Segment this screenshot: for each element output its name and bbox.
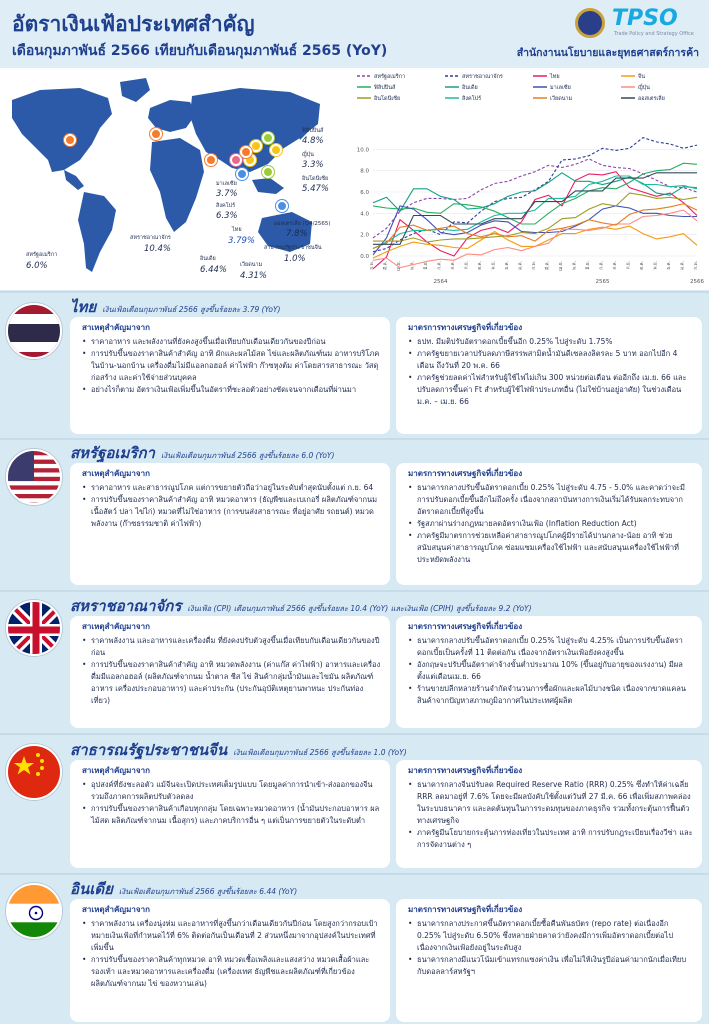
country-name: สหราชอาณาจักร — [70, 597, 182, 615]
usa-flag-icon — [6, 449, 62, 505]
x-tick-label: ก.พ. — [532, 261, 537, 270]
causes-box — [70, 463, 390, 585]
map-value-my: 3.7% — [216, 189, 238, 199]
india-flag-icon — [6, 883, 62, 939]
x-tick-label: ส.ค. — [613, 261, 618, 270]
map-label-au: ออสเตรเลีย (Q4/2565) — [274, 221, 331, 227]
map-label-th: ไทย — [232, 227, 242, 233]
x-tick-label: เม.ย. — [559, 261, 564, 272]
list-item: • ธนาคารกลางประกาศขึ้นอัตราดอกเบี้ยซื้อคืนพันธบัตร (repo rate) ต่อเนื่องอีก 0.25% ไปสู่ระดับ 6.50% ซึ่งหลายฝ่ายคาดว่ายังคงมีการเพิ่มอัตราดอกเบี้ยต่อไป เนื่องจากเงินเฟ้อยังอยู่ในระดับสูง — [408, 918, 694, 954]
x-tick-label: ก.ย. — [626, 261, 632, 270]
section-header — [70, 738, 407, 760]
list-item: • ร้านขายปลีกหลายร้านจำกัดจำนวนการซื้อผักและผลไม้บางชนิด เนื่องจากขาดแคลนสินค้าจากปัญหาสภาพภูมิอากาศในประเทศผู้ผลิต — [408, 683, 694, 707]
y-tick-label: 8.0 — [360, 168, 369, 175]
map-value-cn: 1.0% — [284, 254, 306, 264]
measures-title: มาตรการทางเศรษฐกิจที่เกี่ยวข้อง — [408, 469, 523, 478]
x-tick-label: เม.ย. — [397, 261, 402, 272]
measures-list — [396, 779, 702, 851]
causes-list — [70, 482, 390, 530]
page-subtitle: เดือนกุมภาพันธ์ 2566 เทียบกับเดือนกุมภาพันธ์ 2565 (YoY) — [12, 43, 388, 59]
map-value-id: 5.47% — [302, 184, 330, 194]
section-header — [70, 295, 280, 317]
causes-list — [70, 779, 390, 827]
australia-pin-icon[interactable] — [276, 200, 288, 212]
section-divider — [0, 438, 709, 440]
y-tick-label: 6.0 — [360, 190, 369, 196]
list-item: • ธนาคารกลางจีนปรับลด Required Reserve Ratio (RRR) 0.25% ซึ่งทำให้ค่าเฉลี่ย RRR ลดมาอยู่ที่ 7.6% โดยจะมีผลบังคับใช้ตั้งแต่วันที่ 27 มี.ค. 66 เพื่อเพิ่มสภาพคล่องในระบบธนาคาร และลดต้นทุนในการระดมทุนของภาคธุรกิจ รวมทั้งกระตุ้นการฟื้นตัวทางเศรษฐกิจ — [408, 779, 694, 827]
thailand-flag-icon — [6, 303, 62, 359]
country-inflation-summary: เงินเฟ้อเดือนกุมภาพันธ์ 2566 สูงขึ้นร้อยละ 3.79 (YoY) — [102, 305, 281, 314]
map-label-id: อินโดนีเซีย — [302, 176, 329, 182]
section-header — [70, 877, 297, 899]
indonesia-pin-icon[interactable] — [262, 166, 274, 178]
uk-flag-icon — [6, 600, 62, 656]
map-value-ja: 3.3% — [302, 160, 324, 170]
measures-title: มาตรการทางเศรษฐกิจที่เกี่ยวข้อง — [408, 622, 523, 631]
country-inflation-summary: เงินเฟ้อเดือนกุมภาพันธ์ 2566 สูงขึ้นร้อยละ 6.44 (YoY) — [118, 887, 298, 896]
overview-panel — [0, 68, 709, 290]
section-india — [0, 877, 709, 1023]
country-name: สหรัฐอเมริกา — [70, 444, 155, 462]
x-tick-label: ก.ค. — [437, 261, 443, 270]
thailand-pin-icon[interactable] — [236, 168, 248, 180]
y-tick-label: 0.0 — [360, 254, 369, 260]
causes-box — [70, 317, 390, 434]
x-tick-label: พ.ค. — [410, 261, 416, 270]
singapore-pin-icon[interactable] — [240, 146, 252, 158]
list-item: • ภาครัฐมีนโยบายกระตุ้นการท่องเที่ยวในประเทศ อาทิ การปรับกฎระเบียบเรื่องวีซ่า และการจัดงานต่าง ๆ — [408, 827, 694, 851]
map-value-us: 6.0% — [26, 261, 48, 271]
tpso-logo: TPSO — [612, 6, 678, 31]
measures-box — [396, 899, 702, 1022]
map-label-us: สหรัฐอเมริกา — [26, 252, 58, 258]
country-inflation-summary: เงินเฟ้อเดือนกุมภาพันธ์ 2566 สูงขึ้นร้อยละ 1.0 (YoY) — [233, 748, 407, 757]
x-tick-label: มิ.ย. — [586, 261, 591, 270]
list-item: • ภาครัฐมีมาตรการช่วยเหลือค่าสาธารณูปโภคผู้มีรายได้ปานกลาง-น้อย อาทิ ช่วยสนับสนุนค่าสาธารณูปโภค ซ่อมแซมเครื่องใช้ไฟฟ้า และสนับสนุนเครื่องใช้ไฟฟ้าที่ประหยัดพลังงาน — [408, 530, 694, 566]
section-divider — [0, 590, 709, 592]
map-value-au: 7.8% — [286, 229, 308, 239]
causes-list — [70, 336, 390, 396]
measures-list — [396, 482, 702, 566]
map-label-vn: เวียดนาม — [240, 262, 263, 268]
country-inflation-summary: เงินเฟ้อเดือนกุมภาพันธ์ 2566 สูงขึ้นร้อยละ 6.0 (YoY) — [160, 451, 335, 460]
x-tick-label: ก.ย. — [464, 261, 470, 270]
x-tick-label: พ.ค. — [572, 261, 578, 270]
measures-title: มาตรการทางเศรษฐกิจที่เกี่ยวข้อง — [408, 905, 523, 914]
causes-list — [70, 918, 390, 990]
map-label-ja: ญี่ปุ่น — [302, 152, 314, 158]
causes-title: สาเหตุสำคัญมาจาก — [82, 766, 150, 775]
causes-title: สาเหตุสำคัญมาจาก — [82, 469, 150, 478]
japan-pin-icon[interactable] — [270, 144, 282, 156]
list-item: • ราคาพลังงาน เครื่องนุ่งห่ม และอาหารที่สูงขึ้นกว่าเดือนเดียวกันปีก่อน โดยสูงกว่ากรอบเป้าหมายเงินเฟ้อที่กำหนดไว้ที่ 6% ติดต่อกันเป็นเดือนที่ 2 ส่วนหนึ่งมาจากอุปสงค์ในประเทศที่เพิ่มขึ้น — [82, 918, 382, 954]
section-divider — [0, 291, 709, 293]
section-header — [70, 441, 334, 463]
map-value-vn: 4.31% — [240, 271, 268, 281]
map-label-sg: สิงคโปร์ — [216, 203, 236, 209]
year-label: 2566 — [690, 279, 704, 285]
page-title: อัตราเงินเฟ้อประเทศสำคัญ — [12, 12, 255, 36]
map-label-uk: สหราชอาณาจักร — [130, 235, 171, 241]
causes-title: สาเหตุสำคัญมาจาก — [82, 905, 150, 914]
us-pin-icon[interactable] — [64, 134, 76, 146]
y-tick-label: 2.0 — [360, 232, 369, 239]
section-united-states — [0, 441, 709, 589]
list-item: • ธนาคารกลางมีแนวโน้มเข้าแทรกแซงค่าเงิน เพื่อไม่ให้เงินรูปีอ่อนค่ามากนักเมื่อเทียบกับดอลลาร์สหรัฐฯ — [408, 954, 694, 978]
list-item: • ธปท. มีมติปรับอัตราดอกเบี้ยขึ้นอีก 0.25% ไปสู่ระดับ 1.75% — [408, 336, 694, 348]
list-item: • การปรับขึ้นของราคาสินค้าทุกหมวด อาทิ หมวดเชื้อเพลิงและแสงสว่าง หมวดเสื้อผ้าและรองเท้า และหมวดอาหารและเครื่องดื่ม (เครื่องเทศ ธัญพืชและผลิตภัณฑ์ที่เกี่ยวข้อง ผลิตภัณฑ์จากนม ไข่ ของหวานเล่น) — [82, 954, 382, 990]
map-value-uk: 10.4% — [144, 244, 172, 254]
section-united-kingdom — [0, 594, 709, 732]
x-tick-label: ก.พ. — [694, 261, 699, 270]
list-item: • การปรับขึ้นของราคาสินค้าสำคัญ อาทิ หมวดพลังงาน (ค่าแก๊ส ค่าไฟฟ้า) อาหารและเครื่องดื่มมีแอลกอฮอล์ (ผลิตภัณฑ์จากนม น้ำตาล ชีส ไข่ สินค้ากลุ่มน้ำมันและไขมัน ผลิตภัณฑ์อาหาร เครื่องประกอบอาหาร) และค่าประกัน (ประกันอุบัติเหตุยานพาหนะ ประกันท่องเที่ยว) — [82, 659, 382, 707]
x-tick-label: ธ.ค. — [505, 261, 510, 270]
map-label-ph: ฟิลิปปินส์ — [302, 128, 324, 134]
legend-label: ฟิลิปปินส์ — [374, 85, 396, 91]
legend-label: สิงคโปร์ — [462, 96, 482, 102]
map-value-sg: 6.3% — [216, 211, 238, 221]
measures-box — [396, 317, 702, 434]
philippines-pin-icon[interactable] — [262, 132, 274, 144]
legend-label: สหราชอาณาจักร — [462, 74, 503, 80]
section-divider — [0, 733, 709, 735]
india-pin-icon[interactable] — [205, 154, 217, 166]
legend-label: ออสเตรเลีย — [638, 96, 665, 102]
list-item: • ภาครัฐขยายเวลาปรับลดภาษีสรรพสามิตน้ำมันดีเซลลงลิตรละ 5 บาท ออกไปอีก 4 เดือน ถึงวันที่ 20 พ.ค. 66 — [408, 348, 694, 372]
list-item: • การปรับขึ้นของราคาสินค้าเกือบทุกกลุ่ม โดยเฉพาะหมวดอาหาร (น้ำมันประกอบอาหาร ผลไม้สด ผลิตภัณฑ์จากนม เนื้อสุกร) และภาคบริการอื่น ๆ แต่เป็นการขยายตัวในระดับต่ำ — [82, 803, 382, 827]
causes-title: สาเหตุสำคัญมาจาก — [82, 323, 150, 332]
world-map — [0, 68, 340, 290]
measures-box — [396, 760, 702, 868]
map-label-in: อินเดีย — [200, 256, 216, 262]
country-name: อินเดีย — [70, 880, 113, 898]
measures-title: มาตรการทางเศรษฐกิจที่เกี่ยวข้อง — [408, 323, 523, 332]
section-thailand — [0, 295, 709, 438]
year-label: 2565 — [595, 279, 610, 285]
map-label-my: มาเลเซีย — [216, 181, 237, 187]
x-tick-label: ก.ค. — [599, 261, 605, 270]
country-name: ไทย — [70, 298, 97, 316]
legend-label: สหรัฐอเมริกา — [374, 74, 406, 80]
list-item: • อังกฤษจะปรับขึ้นอัตราค่าจ้างขั้นต่ำประมาณ 10% (ขึ้นอยู่กับอายุของแรงงาน) มีผลตั้งแต่เดือนเม.ย. 66 — [408, 659, 694, 683]
inflation-line-chart — [345, 70, 705, 286]
section-china — [0, 738, 709, 872]
x-tick-label: มิ.ย. — [424, 261, 429, 270]
header — [0, 0, 709, 68]
measures-box — [396, 616, 702, 728]
china-flag-icon — [6, 744, 62, 800]
uk-pin-icon[interactable] — [150, 128, 162, 140]
measures-list — [396, 918, 702, 978]
section-header — [70, 594, 532, 616]
legend-label: ญี่ปุ่น — [638, 85, 650, 91]
series-line — [373, 172, 697, 272]
list-item: • ราคาอาหาร และสาธารณูปโภค แต่การขยายตัวถือว่าอยู่ในระดับต่ำสุดนับตั้งแต่ ก.ย. 64 — [82, 482, 382, 494]
measures-box — [396, 463, 702, 585]
map-value-th: 3.79% — [228, 236, 256, 246]
x-tick-label: ต.ค. — [640, 261, 645, 270]
legend-label: อินโดนีเซีย — [374, 96, 401, 102]
list-item: • อย่างไรก็ตาม อัตราเงินเฟ้อเพิ่มขึ้นในอัตราที่ชะลอตัวอย่างชัดเจนจากเดือนที่ผ่านมา — [82, 384, 382, 396]
causes-box — [70, 899, 390, 1022]
series-line — [373, 210, 697, 268]
list-item: • ภาครัฐช่วยลดค่าไฟสำหรับผู้ใช้ไฟไม่เกิน 300 หน่วยต่อเดือน ต่ออีกถึง เม.ย. 66 และปรับลดการขึ้นค่า Ft สำหรับผู้ใช้ไฟฟ้าประเภทอื่น (ไม่ใช่บ้านอยู่อาศัย) ในช่วงเดือน ม.ค. – เม.ย. 66 — [408, 372, 694, 408]
x-tick-label: ธ.ค. — [667, 261, 672, 270]
map-label-cn: สาธารณรัฐประชาชนจีน — [264, 245, 322, 251]
y-tick-label: 4.0 — [360, 211, 369, 218]
government-seal-icon — [575, 8, 605, 38]
list-item: • รัฐสภาผ่านร่างกฎหมายลดอัตราเงินเฟ้อ (Inflation Reduction Act) — [408, 518, 694, 530]
x-tick-label: มี.ค. — [545, 261, 551, 270]
x-tick-label: ต.ค. — [478, 261, 483, 270]
measures-title: มาตรการทางเศรษฐกิจที่เกี่ยวข้อง — [408, 766, 523, 775]
x-tick-label: ม.ค. — [518, 261, 524, 270]
x-tick-label: พ.ย. — [653, 261, 659, 270]
measures-list — [396, 635, 702, 707]
list-item: • ธนาคารกลางปรับขึ้นอัตราดอกเบี้ย 0.25% ไปสู่ระดับ 4.25% เป็นการปรับขึ้นอัตราดอกเบี้ยเป็นครั้งที่ 11 ติดต่อกัน เนื่องจากอัตราเงินเฟ้อยังคงสูงขึ้น — [408, 635, 694, 659]
causes-box — [70, 760, 390, 868]
map-value-ph: 4.8% — [302, 136, 324, 146]
list-item: • การปรับขึ้นของราคาสินค้าสำคัญ อาทิ ผักและผลไม้สด ไข่และผลิตภัณฑ์นม อาหารบริโภคในบ้าน-นอกบ้าน เครื่องดื่มไม่มีแอลกอฮอล์ ค่าไฟฟ้า ก๊าซหุงต้ม ค่าโดยสารสาธารณะ วัสดุก่อสร้าง และค่าใช้จ่ายส่วนบุคคล — [82, 348, 382, 384]
causes-list — [70, 635, 390, 707]
measures-list — [396, 336, 702, 408]
legend-label: จีน — [638, 74, 645, 80]
causes-box — [70, 616, 390, 728]
causes-title: สาเหตุสำคัญมาจาก — [82, 622, 150, 631]
legend-label: มาเลเซีย — [550, 85, 571, 91]
office-name: สำนักงานนโยบายและยุทธศาสตร์การค้า — [516, 47, 699, 59]
country-name: สาธารณรัฐประชาชนจีน — [70, 741, 228, 759]
legend-label: เวียดนาม — [550, 96, 573, 102]
x-tick-label: ม.ค. — [680, 261, 686, 270]
list-item: • ธนาคารกลางปรับขึ้นอัตราดอกเบี้ย 0.25% ไปสู่ระดับ 4.75 - 5.0% และคาดว่าจะมีการปรับดอกเบี้ยขึ้นอีกไม่ถึงครั้ง เนื่องจากสถาบันทางการเงินเริ่มได้รับผลกระทบจากอัตราดอกเบี้ยที่สูงขึ้น — [408, 482, 694, 518]
list-item: • อุปสงค์ที่ยังชะลอตัว แม้จีนจะเปิดประเทศเต็มรูปแบบ โดยมูลค่าการนำเข้า-ส่งออกของจีน รวมถึงภาคการผลิตปรับตัวลดลง — [82, 779, 382, 803]
list-item: • ราคาอาหาร และพลังงานที่ยังคงสูงขึ้นเมื่อเทียบกับเดือนเดียวกันของปีก่อน — [82, 336, 382, 348]
legend-label: ไทย — [550, 74, 560, 80]
x-tick-label: ก.พ. — [370, 261, 375, 270]
x-tick-label: มี.ค. — [383, 261, 389, 270]
malaysia-pin-icon[interactable] — [230, 154, 242, 166]
country-inflation-summary: เงินเฟ้อ (CPI) เดือนกุมภาพันธ์ 2566 สูงขึ้นร้อยละ 10.4 (YoY) และเงินเฟ้อ (CPIH) สูงขึ้นร้อยละ 9.2 (YoY) — [187, 604, 532, 613]
section-divider — [0, 873, 709, 875]
y-tick-label: 10.0 — [356, 147, 369, 154]
list-item: • การปรับขึ้นของราคาสินค้าสำคัญ อาทิ หมวดอาหาร (ธัญพืชและเบเกอรี่ ผลิตภัณฑ์จากนม เนื้อสัตว์ ปลา ไข่ไก่) หมวดที่ไม่ใช่อาหาร (การขนส่งสาธารณะ ที่อยู่อาศัย รถยนต์) หมวดพลังงาน (ก๊าซธรรมชาติ ค่าไฟฟ้า) — [82, 494, 382, 530]
list-item: • ราคาพลังงาน และอาหารและเครื่องดื่ม ที่ยังคงปรับตัวสูงขึ้นเมื่อเทียบกับเดือนเดียวกันของปีก่อน — [82, 635, 382, 659]
legend-label: อินเดีย — [462, 85, 478, 91]
map-value-in: 6.44% — [200, 265, 228, 275]
x-tick-label: พ.ย. — [491, 261, 497, 270]
year-label: 2564 — [433, 279, 448, 285]
x-tick-label: ส.ค. — [451, 261, 456, 270]
tpso-tagline: Trade Policy and Strategy Office — [614, 31, 694, 37]
